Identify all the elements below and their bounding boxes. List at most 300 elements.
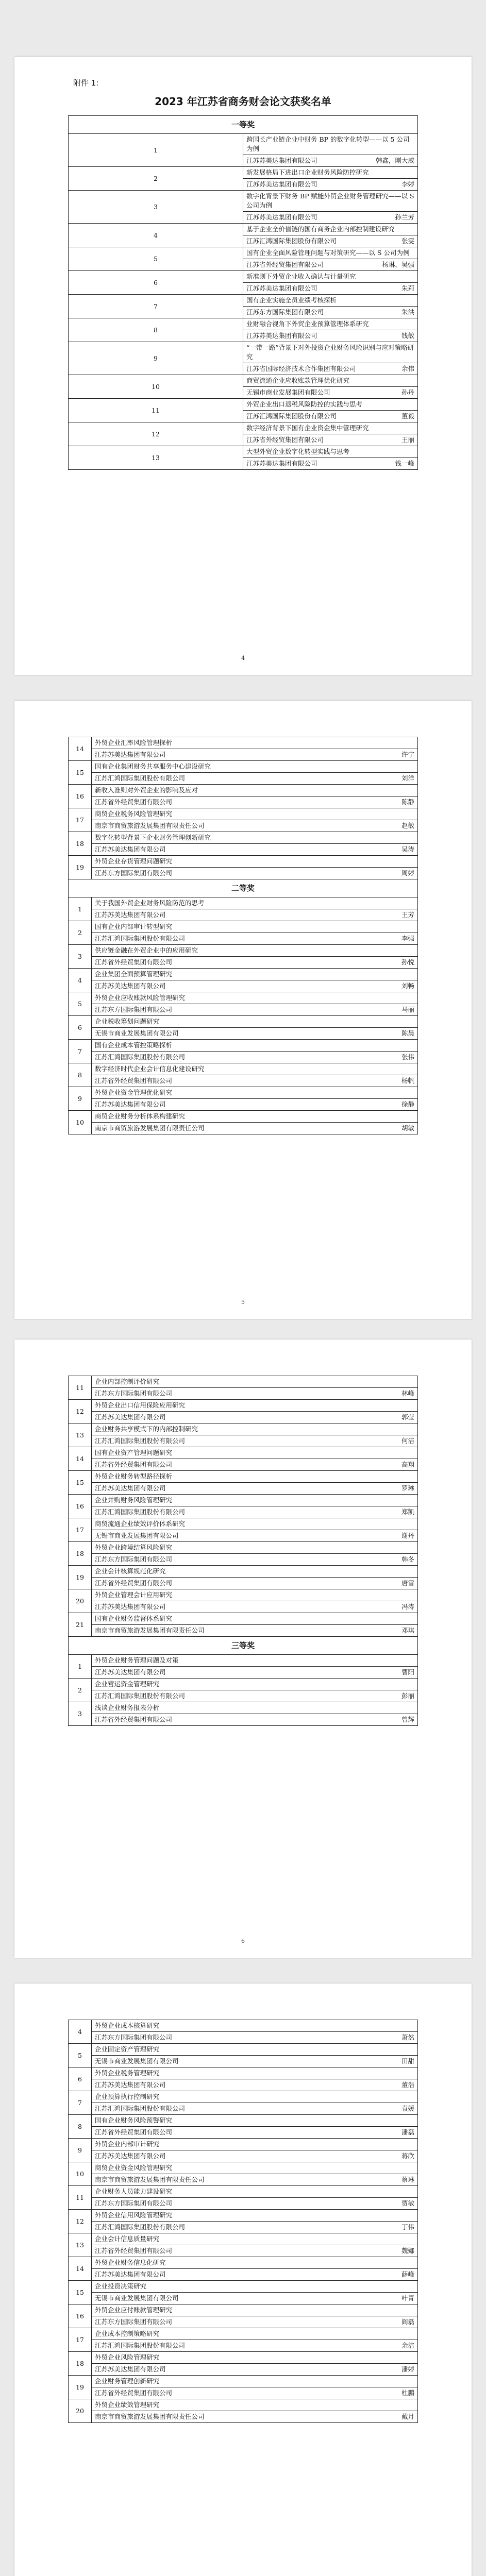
organization [92, 1690, 418, 1702]
paper-title-text: 企业营运资金管理研究 [95, 1680, 160, 1688]
table-row [69, 2376, 418, 2387]
author-names: 韩鑫，刚大威 [375, 157, 414, 164]
table-row [69, 1589, 418, 1601]
table-row [69, 1388, 418, 1400]
table-row [69, 2079, 418, 2091]
organization [92, 2411, 418, 2423]
paper-title-text: 外贸企业汇率风险管理探析 [95, 739, 173, 747]
paper-title [92, 921, 418, 933]
paper-title [92, 785, 418, 796]
paper-title [92, 2257, 418, 2269]
organization-name: 南京市商贸旅游发展集团有限责任公司 [95, 2176, 205, 2183]
organization [92, 1578, 418, 1589]
paper-title-text: 企业预算执行控制研究 [95, 2093, 160, 2100]
table-row [69, 318, 418, 330]
entry-number: 5 [69, 247, 243, 271]
organization [92, 820, 418, 832]
organization [92, 1028, 418, 1040]
organization-name: 江苏汇鸿国际集团股份有限公司 [246, 412, 337, 420]
paper-title [92, 1376, 418, 1388]
table-row [69, 933, 418, 945]
paper-title-text: 新收入准则对外贸企业的影响及应对 [95, 786, 198, 794]
table-row [69, 1542, 418, 1554]
table-row [69, 1530, 418, 1542]
organization [92, 2364, 418, 2376]
entry-number: 17 [69, 2328, 92, 2352]
paper-title-text: 企业财务人员能力建设研究 [95, 2188, 173, 2195]
entry-number: 5 [69, 2044, 92, 2067]
author-names: 徐静 [401, 1100, 414, 1108]
author-names: 杨琳，吴强 [382, 261, 414, 268]
paper-title [243, 446, 418, 458]
table-row [69, 2340, 418, 2352]
author-names: 张雯 [401, 237, 414, 245]
organization [92, 2079, 418, 2091]
author-names: 余洁 [401, 2342, 414, 2349]
organization [92, 1123, 418, 1134]
table-row [69, 1702, 418, 1714]
table-row [69, 167, 418, 179]
organization [92, 2222, 418, 2233]
author-names: 王丽 [401, 436, 414, 444]
organization [92, 909, 418, 921]
table-row [69, 2044, 418, 2056]
paper-title-text: 数字化背景下财务 BP 赋能外贸企业财务管理研究——以 S 公司为例 [246, 192, 414, 209]
paper-title [92, 2067, 418, 2079]
table-row [69, 1566, 418, 1578]
organization-name: 江苏省外经贸集团有限公司 [95, 1579, 173, 1587]
paper-title [243, 271, 418, 283]
organization [243, 434, 418, 446]
paper-title-text: 外贸企业财务转型路径探析 [95, 1472, 173, 1480]
page-number: 5 [241, 1299, 245, 1306]
entry-number: 9 [69, 2139, 92, 2162]
organization [92, 1435, 418, 1447]
organization [92, 2032, 418, 2044]
paper-title-text: 新准则下外贸企业收入确认与计量研究 [246, 273, 356, 280]
entry-number: 8 [69, 2115, 92, 2139]
organization-name: 无锡市商业发展集团有限公司 [95, 2057, 179, 2065]
organization-name: 无锡市商业发展集团有限公司 [246, 388, 330, 396]
paper-title-text: 企业投资决策研究 [95, 2282, 147, 2290]
entry-number: 6 [69, 271, 243, 295]
entry-number: 18 [69, 1542, 92, 1566]
table-row [69, 399, 418, 411]
table-row [69, 1459, 418, 1471]
paper-title [92, 2020, 418, 2032]
document-page [14, 701, 472, 1319]
entry-number: 14 [69, 2257, 92, 2281]
organization-name: 无锡市商业发展集团有限公司 [95, 1029, 179, 1037]
organization-name: 江苏苏美达集团有限公司 [95, 1484, 166, 1492]
paper-title [92, 808, 418, 820]
paper-title [92, 1613, 418, 1625]
organization [92, 1388, 418, 1400]
paper-title-text: 国有企业内部审计转型研究 [95, 923, 173, 930]
paper-title-text: 外贸企业税务管理研究 [95, 2069, 160, 2077]
entry-number: 5 [69, 992, 92, 1016]
organization [92, 957, 418, 969]
paper-title-text: 业财融合视角下外贸企业预算管理体系研究 [246, 320, 369, 328]
organization-name: 江苏苏美达集团有限公司 [95, 2152, 166, 2160]
table-row [69, 1087, 418, 1099]
organization [243, 330, 418, 342]
entry-number: 14 [69, 1447, 92, 1471]
author-names: 薛峰 [401, 2270, 414, 2278]
paper-title-text: 商贸企业税务风险管理研究 [95, 810, 173, 818]
organization [92, 2056, 418, 2067]
author-names: 陈静 [401, 798, 414, 806]
organization [92, 2340, 418, 2352]
entry-number: 20 [69, 2399, 92, 2423]
table-row [69, 1601, 418, 1613]
table-row [69, 992, 418, 1004]
paper-title [92, 1063, 418, 1075]
table-row [69, 1376, 418, 1388]
author-names: 曾辉 [401, 1716, 414, 1723]
organization [92, 2269, 418, 2281]
paper-title [92, 1566, 418, 1578]
table-row [69, 796, 418, 808]
paper-title [92, 2352, 418, 2364]
paper-title-text: 企业集团全面预算管理研究 [95, 970, 173, 978]
paper-title-text: 外贸企业财务信息化研究 [95, 2259, 166, 2266]
table-row [69, 957, 418, 969]
table-row [69, 1447, 418, 1459]
table-row [69, 1063, 418, 1075]
author-names: 董浩 [401, 2081, 414, 2089]
table-row [69, 897, 418, 909]
paper-title-text: 国有企业财务风险预警研究 [95, 2116, 173, 2124]
paper-title [243, 295, 418, 307]
table-row [69, 1099, 418, 1111]
organization-name: 江苏汇鸿国际集团股份有限公司 [95, 2342, 186, 2349]
entry-number: 2 [69, 921, 92, 945]
organization-name: 江苏东方国际集团有限公司 [95, 2033, 173, 2041]
award-level-heading: 二等奖 [69, 879, 418, 897]
table-row [69, 1423, 418, 1435]
author-names: 孙悦 [401, 958, 414, 966]
entry-number: 11 [69, 399, 243, 422]
table-row [69, 1690, 418, 1702]
table-row [69, 2364, 418, 2376]
award-table [68, 115, 418, 470]
author-names: 袁媛 [401, 2105, 414, 2112]
organization-name: 南京市商贸旅游发展集团有限责任公司 [95, 2413, 205, 2420]
paper-title [92, 2162, 418, 2174]
table-row [69, 1655, 418, 1667]
entry-number: 9 [69, 342, 243, 375]
paper-title-text: 企业财务共享模式下的内部控制研究 [95, 1425, 198, 1433]
organization-name: 江苏汇鸿国际集团股份有限公司 [95, 2223, 186, 2231]
paper-title-text: 企业税收筹划问题研究 [95, 1018, 160, 1025]
document-page [14, 57, 472, 675]
paper-title-text: 企业会计信息质量研究 [95, 2235, 160, 2243]
entry-number: 3 [69, 1702, 92, 1726]
table-row [69, 1004, 418, 1016]
table-row [69, 1506, 418, 1518]
author-names: 钱一峰 [395, 460, 414, 467]
organization-name: 江苏苏美达集团有限公司 [95, 751, 166, 758]
entry-number: 21 [69, 1613, 92, 1637]
paper-title-text: 商贸企业资金风险管理研究 [95, 2164, 173, 2172]
paper-title-text: 外贸企业出口退税风险防控的实践与思考 [246, 400, 363, 408]
author-names: 谢丹 [401, 1532, 414, 1539]
table-row [69, 2233, 418, 2245]
entry-number: 1 [69, 897, 92, 921]
paper-title-text: 外贸企业管理会计应用研究 [95, 1591, 173, 1599]
paper-title [92, 2328, 418, 2340]
table-row [69, 2281, 418, 2293]
table-row [69, 2103, 418, 2115]
author-names: 周婷 [401, 869, 414, 877]
author-names: 何洁 [401, 1437, 414, 1445]
paper-title [92, 992, 418, 1004]
organization [92, 773, 418, 785]
table-row [69, 761, 418, 773]
paper-title-text: 关于我国外贸企业财务风险防范的思考 [95, 899, 205, 907]
table-row [69, 1111, 418, 1123]
entry-number: 16 [69, 1495, 92, 1518]
organization-name: 江苏苏美达集团有限公司 [246, 157, 317, 164]
paper-title-text: 新发展格局下进出口企业财务风险防控研究 [246, 168, 369, 176]
organization [92, 2198, 418, 2210]
author-names: 吴涛 [401, 845, 414, 853]
organization [92, 1625, 418, 1637]
paper-title [92, 2281, 418, 2293]
paper-title-text: 外贸企业风险管理研究 [95, 2353, 160, 2361]
table-row [69, 2162, 418, 2174]
organization [92, 1530, 418, 1542]
document-page [14, 1340, 472, 1958]
entry-number: 3 [69, 945, 92, 969]
paper-title-text: 大型外贸企业数字化转型实践与思考 [246, 448, 350, 455]
paper-title [92, 832, 418, 844]
table-row [69, 2328, 418, 2340]
table-row [69, 832, 418, 844]
table-row [69, 2032, 418, 2044]
author-names: 萧然 [401, 2033, 414, 2041]
organization-name: 江苏苏美达集团有限公司 [95, 1100, 166, 1108]
organization-name: 江苏汇鸿国际集团股份有限公司 [95, 2105, 186, 2112]
table-row [69, 2269, 418, 2281]
entry-number: 4 [69, 224, 243, 247]
organization [243, 411, 418, 422]
paper-title-text: 外贸企业应收账款风险管理研究 [95, 994, 186, 1002]
author-names: 孙丹 [401, 388, 414, 396]
paper-title-text: 商贸企业财务分析体系构建研究 [95, 1112, 186, 1120]
organization-name: 江苏苏美达集团有限公司 [246, 332, 317, 340]
paper-title-text: 浅谈企业财务报表分析 [95, 1704, 160, 1711]
table-row [69, 1435, 418, 1447]
author-names: 赵敏 [401, 822, 414, 829]
table-row [69, 1578, 418, 1589]
paper-title-text: 外贸企业财务管理问题及对策 [95, 1656, 179, 1664]
table-row [69, 295, 418, 307]
table-row [69, 134, 418, 155]
paper-title-text: 商贸流通企业绩效评价体系研究 [95, 1520, 186, 1528]
author-names: 马丽 [401, 1006, 414, 1013]
table-row [69, 1495, 418, 1506]
table-row [69, 191, 418, 212]
paper-title-text: 国有企业集团财务共享服务中心建设研究 [95, 762, 211, 770]
table-row [69, 2139, 418, 2150]
table-row [69, 856, 418, 868]
paper-title-text: 外贸企业应付账款管理研究 [95, 2306, 173, 2314]
paper-title [92, 1589, 418, 1601]
organization-name: 江苏汇鸿国际集团股份有限公司 [246, 237, 337, 245]
table-row [69, 422, 418, 434]
table-row [69, 1052, 418, 1063]
paper-title-text: 数字化转型背景下企业财务管理创新研究 [95, 834, 211, 841]
table-row [69, 1625, 418, 1637]
entry-number: 2 [69, 1679, 92, 1702]
entry-number: 11 [69, 2186, 92, 2210]
organization-name: 江苏苏美达集团有限公司 [95, 1603, 166, 1611]
table-row [69, 2387, 418, 2399]
paper-title [92, 1016, 418, 1028]
organization-name: 江苏省外经贸集团有限公司 [95, 2128, 173, 2136]
entry-number: 18 [69, 832, 92, 856]
organization-name: 江苏东方国际集团有限公司 [95, 1006, 173, 1013]
table-row [69, 2293, 418, 2304]
organization-name: 江苏苏美达集团有限公司 [95, 1668, 166, 1676]
paper-title [92, 1679, 418, 1690]
organization-name: 江苏汇鸿国际集团股份有限公司 [95, 1692, 186, 1700]
organization [92, 1483, 418, 1495]
table-row [69, 446, 418, 458]
author-names: 丁伟 [401, 2223, 414, 2231]
table-row [69, 921, 418, 933]
organization [92, 1714, 418, 1726]
table-row [69, 2150, 418, 2162]
table-row [69, 1471, 418, 1483]
author-names: 杜鹏 [401, 2389, 414, 2397]
paper-title-text: 企业并购财务风险管理研究 [95, 1496, 173, 1504]
entry-number: 9 [69, 1087, 92, 1111]
author-names: 田甜 [401, 2057, 414, 2065]
paper-title [92, 2233, 418, 2245]
table-row [69, 2316, 418, 2328]
organization [92, 2316, 418, 2328]
organization-name: 南京市商贸旅游发展集团有限责任公司 [95, 1626, 205, 1634]
entry-number: 7 [69, 1040, 92, 1063]
organization [243, 235, 418, 247]
author-names: 阎磊 [401, 2318, 414, 2326]
author-names: 胡敏 [401, 1124, 414, 1132]
entry-number: 16 [69, 785, 92, 808]
organization [243, 155, 418, 167]
entry-number: 15 [69, 1471, 92, 1495]
author-names: 戴月 [401, 2413, 414, 2420]
table-row [69, 2210, 418, 2222]
table-row [69, 2304, 418, 2316]
organization [243, 179, 418, 191]
organization [92, 868, 418, 879]
table-row [69, 2411, 418, 2423]
organization [92, 1052, 418, 1063]
organization [92, 980, 418, 992]
organization [92, 1004, 418, 1016]
table-row [69, 844, 418, 856]
paper-title-text: 国有企业全面风险管理问题与对策研究——以 S 公司为例 [246, 249, 410, 257]
paper-title-text: 商贸流通企业应收账款管理优化研究 [246, 377, 350, 384]
author-names: 朱洪 [401, 308, 414, 316]
paper-title-text: 企业固定资产管理研究 [95, 2045, 160, 2053]
organization [92, 1667, 418, 1679]
author-names: 董毅 [401, 412, 414, 420]
organization-name: 江苏东方国际集团有限公司 [95, 1555, 173, 1563]
organization-name: 江苏苏美达集团有限公司 [95, 2081, 166, 2089]
paper-title-text: 企业会计核算规范化研究 [95, 1567, 166, 1575]
organization-name: 江苏省外经贸集团有限公司 [95, 2389, 173, 2397]
paper-title [92, 2399, 418, 2411]
paper-title [243, 318, 418, 330]
author-names: 潘婷 [401, 2365, 414, 2373]
organization-name: 江苏省外经贸集团有限公司 [95, 798, 173, 806]
organization [243, 307, 418, 318]
organization-name: 江苏汇鸿国际集团股份有限公司 [95, 1053, 186, 1061]
organization [92, 1506, 418, 1518]
organization [243, 259, 418, 271]
organization [92, 2103, 418, 2115]
organization [92, 1099, 418, 1111]
entry-number: 13 [69, 2233, 92, 2257]
entry-number: 17 [69, 1518, 92, 1542]
table-row [69, 969, 418, 980]
organization-name: 江苏苏美达集团有限公司 [95, 845, 166, 853]
paper-title [92, 2376, 418, 2387]
organization-name: 江苏东方国际集团有限公司 [95, 2318, 173, 2326]
paper-title [92, 1471, 418, 1483]
author-names: 曹阳 [401, 1668, 414, 1676]
table-row [69, 2245, 418, 2257]
entry-number: 6 [69, 2067, 92, 2091]
table-row [69, 909, 418, 921]
entry-number: 13 [69, 1423, 92, 1447]
award-level-heading: 一等奖 [69, 116, 418, 134]
paper-title-text: 企业内部控制评价研究 [95, 1378, 160, 1385]
table-row [69, 247, 418, 259]
table-row [69, 749, 418, 761]
table-row [69, 820, 418, 832]
table-row [69, 1518, 418, 1530]
entry-number: 20 [69, 1589, 92, 1613]
paper-title [92, 969, 418, 980]
paper-title [243, 224, 418, 235]
table-row [69, 737, 418, 749]
organization-name: 江苏省外经贸集团有限公司 [95, 1077, 173, 1084]
table-row [69, 2257, 418, 2269]
paper-title-text: 外贸企业绩效管理研究 [95, 2401, 160, 2409]
award-table [68, 2020, 418, 2423]
paper-title-text: 外贸企业跨境结算风险研究 [95, 1544, 173, 1551]
organization-name: 江苏省外经贸集团有限公司 [95, 1716, 173, 1723]
organization-name: 江苏汇鸿国际集团股份有限公司 [95, 1437, 186, 1445]
paper-title-text: 外贸企业资金管理优化研究 [95, 1089, 173, 1096]
table-row [69, 2067, 418, 2079]
paper-title-text: 外贸企业内部审计研究 [95, 2140, 160, 2148]
paper-title-text: 国有企业实施全员业绩考核探析 [246, 296, 337, 304]
author-names: 彭丽 [401, 1692, 414, 1700]
author-names: 高翔 [401, 1461, 414, 1468]
organization [243, 363, 418, 375]
paper-title-text: 外贸企业成本核算研究 [95, 2022, 160, 2029]
paper-title [92, 2044, 418, 2056]
table-row [69, 1667, 418, 1679]
entry-number: 16 [69, 2304, 92, 2328]
entry-number: 3 [69, 191, 243, 224]
